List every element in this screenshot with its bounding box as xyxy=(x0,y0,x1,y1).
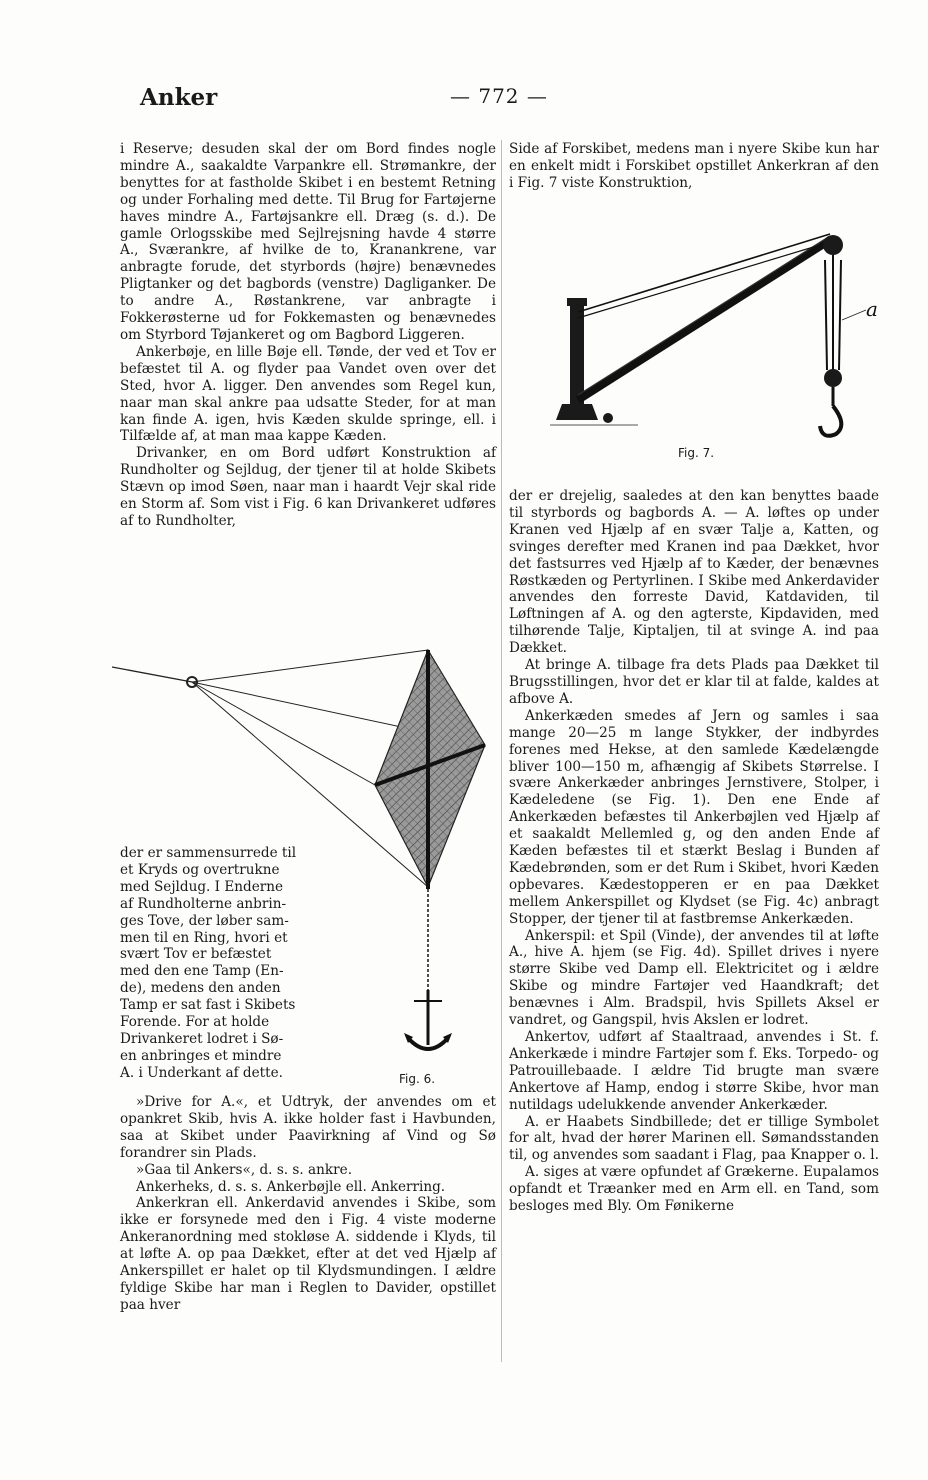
wrap-line: de), medens den anden xyxy=(120,980,281,997)
paragraph-ankerboje: Ankerbøje, en lille Bøje ell. Tønde, der ved et Tov er befæstet til A. og flyder paa Vandet oven over det Sted, hvor A. ligger. Den anvendes som Regel kun, naar man skal ankre paa udsatte Steder, for at man kan finde A. igen, hvis Kæden skulde springe, ell. i Tilfælde af, at man maa kappe Kæden. xyxy=(120,343,496,445)
running-title: Anker xyxy=(140,84,218,111)
wrap-line: svært Tov er befæstet xyxy=(120,946,272,963)
left-column xyxy=(120,141,496,530)
paragraph-gaa-til-ankers: »Gaa til Ankers«, d. s. s. ankre. xyxy=(136,1161,353,1178)
paragraph-ankerkaeden: Ankerkæden smedes af Jern og samles i saa mange 20—25 m lange Stykker, der indbyrdes forenes med Hekse, at den samlede Kædelængde bliver 100—150 m, afhængig af Skibets Størrelse. I svære Ankerkæder anbringes Jernstivere, Stolper, i Kædeledene (se Fig. 1). Den ene Ende af Ankerkæden befæstes til Ankerbøjlen ved Hjælp af et saakaldt Mellemled g, og den anden Ende af Kæden befæstes til et stærkt Beslag i Bunden af Kædebrønden, som er det Rum i Skibet, hvori Kæden opbevares. Kædestopperen er en paa Dækket mellem Ankerspillet og Klydset (se Fig. 4c) anbragt Stopper, der tjener til at fastbremse Ankerkæden. xyxy=(509,707,879,927)
figure-7-caption: Fig. 7. xyxy=(678,446,715,460)
wrap-line: med den ene Tamp (En- xyxy=(120,963,284,980)
paragraph-ankertov: Ankertov, udført af Staaltraad, anvendes i St. f. Ankerkæde i mindre Fartøjer som f. Eks. Torpedo- og Patrouillebaade. I ældre Tid brugte man svære Ankertove af Hamp, endog i større Skibe, hvor man nutildags udelukkende anvender Ankerkæder. xyxy=(509,1029,879,1113)
label-a: a xyxy=(866,297,878,321)
column-divider xyxy=(501,140,502,1362)
wrap-line: A. i Underkant af dette. xyxy=(120,1064,283,1081)
page-header xyxy=(140,84,800,116)
figure-6-wrap-text xyxy=(120,845,354,1082)
left-column-bottom xyxy=(120,1094,496,1314)
wrap-line: Forende. For at holde xyxy=(120,1014,270,1031)
paragraph-drejelig: der er drejelig, saaledes at den kan benyttes baade til styrbords og bagbords A. — A. løftes op under Kranen ved Hjælp af en svær Talje a, Katten, og svinges derefter med Kranen ind paa Dækket, hvor det fastsurres ved Hjælp af to Kæder, der benævnes Røstkæden og Pertyrlinen. I Skibe med Ankerdavider anvendes den forreste David, Katdaviden, til Løftningen af A. og den agterste, Kipdaviden, med tilhørende Talje, Kiptaljen, til at svinge A. ind paa Dækket. xyxy=(509,488,879,657)
right-column-bottom xyxy=(509,488,879,1215)
paragraph-drivanker: Drivanker, en om Bord udført Konstruktion af Rundholter og Sejldug, der tjener til at holde Skibets Stævn op imod Søen, naar man i haardt Vejr skal ride en Storm af. Som vist i Fig. 6 kan Drivankeret udføres af to Rundholter, xyxy=(120,445,496,529)
wrap-line: med Sejldug. I Enderne xyxy=(120,878,284,895)
paragraph-varpankre: i Reserve; desuden skal der om Bord findes nogle mindre A., saakaldte Varpankre ell. Strømankre, der benyttes for at fastholde Skibet i en bestemt Retning og under Forhaling med dette. Til Brug for Fartøjerne haves mindre A., Fartøjsankre ell. Dræg (s. d.). De gamle Orlogsskibe med Sejlrejsning havde 4 større A., Sværankre, af hvilke de to, Kranankrene, var anbragte forude, det styrbords (højre) benævnedes Pligtanker og det bagbords (venstre) Dagliganker. De to andre A., Røstankrene, var anbragte i Fokkerøsterne ud for Fokkemasten og benævnedes om Styrbord Tøjankeret og om Bagbord Liggeren. xyxy=(120,141,496,343)
paragraph-ankerspil: Ankerspil: et Spil (Vinde), der anvendes til at løfte A., hive A. hjem (se Fig. 4d). Spillet drives i nyere større Skibe ved Damp ell. Elektricitet og i ældre Skibe og mindre Fartøjer ved Haandkraft; det benævnes i Alm. Bradspil, hvis Spillets Aksel er vandret, og Gangspil, hvis Akslen er lodret. xyxy=(509,927,879,1029)
wrap-line: en anbringes et mindre xyxy=(120,1047,282,1064)
wrap-line: der er sammensurrede til xyxy=(120,845,297,861)
wrap-line: et Kryds og overtrukne xyxy=(120,861,280,878)
paragraph-ankerheks: Ankerheks, d. s. s. Ankerbøjle ell. Ankerring. xyxy=(136,1178,446,1195)
figure-7 xyxy=(548,220,878,460)
paragraph-haabets-sindbillede: A. er Haabets Sindbillede; det er tillige Symbolet for alt, hvad der hører Marinen ell. Sømandsstanden til, og anvendes som saadant i Flag, paa Knapper o. l. xyxy=(509,1113,879,1164)
right-column-top xyxy=(509,141,879,192)
paragraph-graekerne: A. siges at være opfundet af Grækerne. Eupalamos opfandt et Træanker med en Arm ell. en Tand, som besloges med Bly. Om Fønikerne xyxy=(509,1164,879,1215)
wrap-line: ges Tove, der løber sam- xyxy=(120,912,289,929)
anchor-crane-illustration xyxy=(548,220,878,450)
paragraph-ankerkran: Ankerkran ell. Ankerdavid anvendes i Skibe, som ikke er forsynede med den i Fig. 4 viste moderne Ankeranordning med stokløse A. siddende i Klyds, til at løfte A. op paa Dækket, efter at det ved Hjælp af Ankerspillet er halet op til Klydsmundingen. I ældre fyldige Skibe har man i Reglen to Davider, opstillet paa hver xyxy=(120,1195,496,1313)
page-number: — 772 — xyxy=(450,84,548,108)
wrap-line: men til en Ring, hvori et xyxy=(120,929,288,946)
paragraph-afbove: At bringe A. tilbage fra dets Plads paa Dækket til Brugsstillingen, hvor det er klar til at falde, kaldes at afbove A. xyxy=(509,657,879,707)
paragraph-forskibet: Side af Forskibet, medens man i nyere Skibe kun har en enkelt midt i Forskibet opstillet Ankerkran af den i Fig. 7 viste Konstruktion, xyxy=(509,141,879,191)
paragraph-drive-for-a: »Drive for A.«, et Udtryk, der anvendes om et opankret Skib, hvis A. ikke holder fast i Havbunden, saa at Skibet under Paavirkning af Vind og Sø forandrer sin Plads. xyxy=(120,1094,496,1161)
wrap-line: Drivankeret lodret i Sø- xyxy=(120,1030,284,1047)
figure-6-caption: Fig. 6. xyxy=(399,1072,436,1086)
wrap-line: af Rundholterne anbrin- xyxy=(120,895,287,912)
wrap-line: Tamp er sat fast i Skibets xyxy=(120,997,296,1014)
